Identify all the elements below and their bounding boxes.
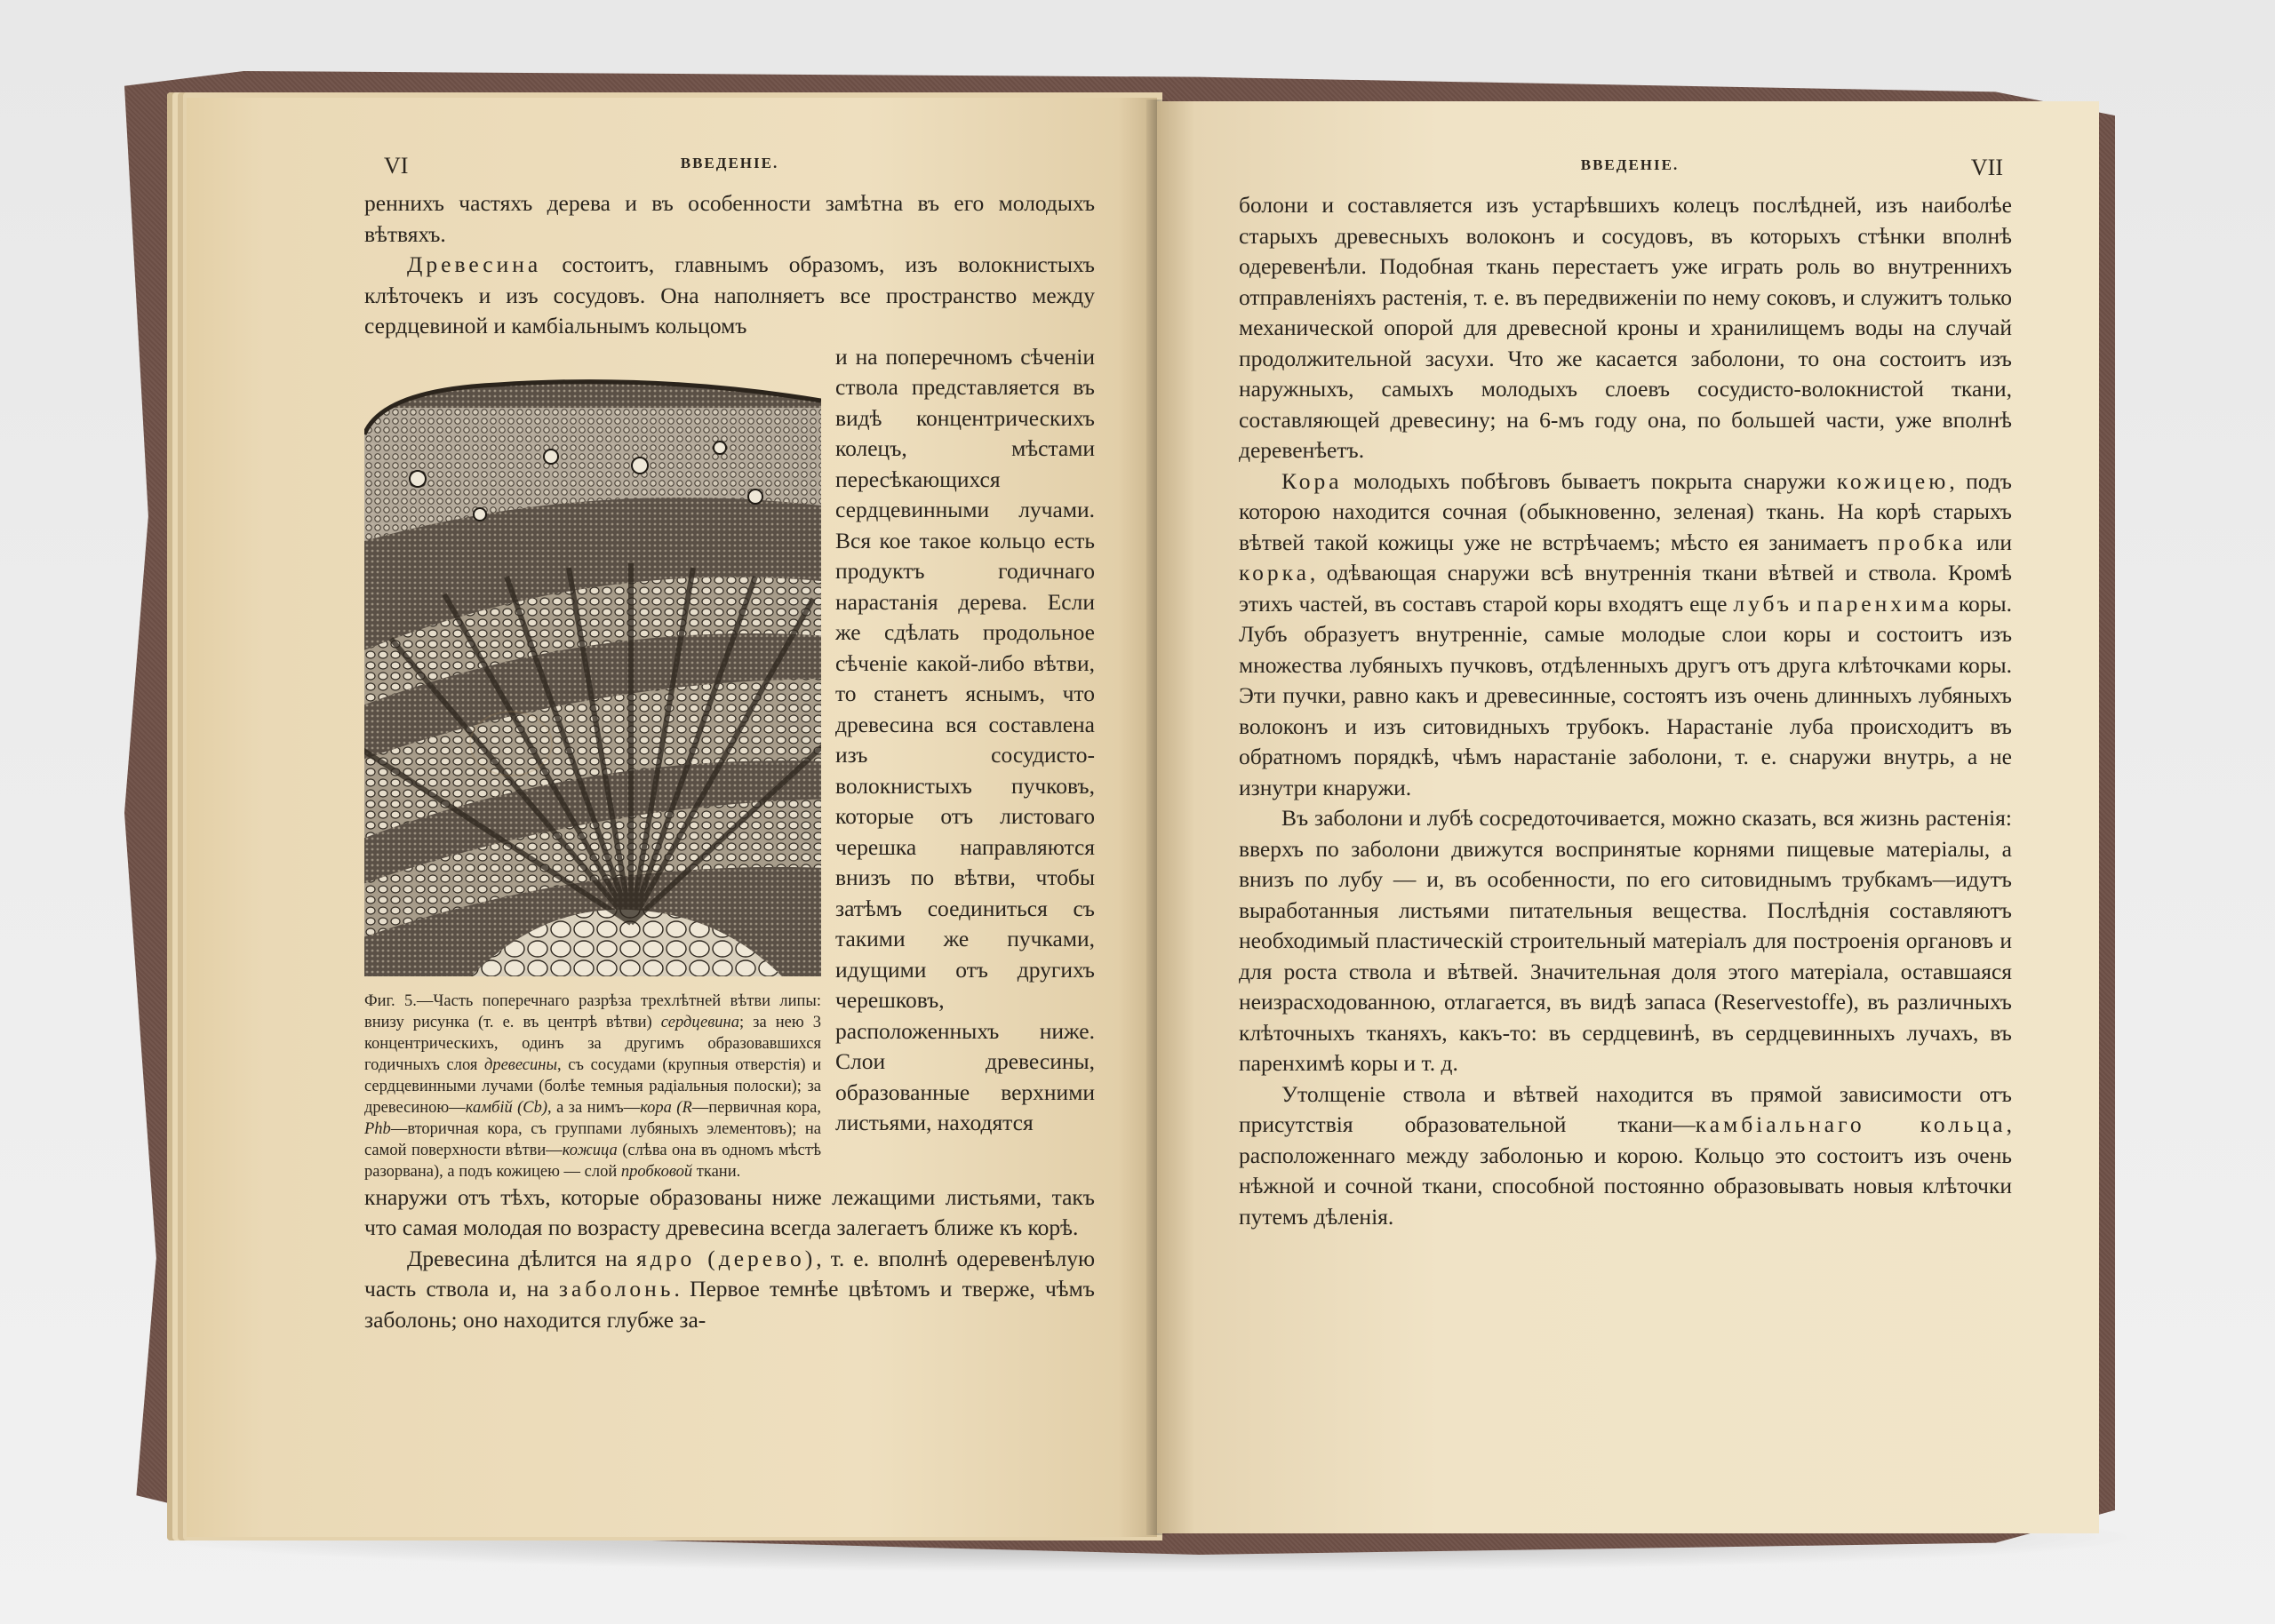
right-paragraph-4: Утолщеніе ствола и вѣтвей находится въ прямой зависимости отъ присутствія образовательной ткани—камбіальнаго кольца, расположеннаго между заболонью и корою. Кольцо это состоитъ изъ очень нѣжной и сочной ткани, способной постоянно образовывать новыя клѣточки путемъ дѣленія. xyxy=(1239,1080,2013,1230)
left-header-title: ВВЕДЕНІЕ. xyxy=(680,155,779,171)
figure-caption: Фиг. 5.—Часть поперечнаго разрѣза трехлѣтней вѣтви липы: внизу рисунка (т. е. въ центрѣ вѣтви) сердцевина; за нею 3 концентрическихъ, одинъ за другимъ образовавшихся годичныхъ слоя древесины, съ сосудами (крупныя отверстія) и сердцевинными лучами (болѣе темныя радіальныя полоски); за древесиною—камбій (Cb), а за нимъ—кора (R—первичная кора, Phb—вторичная кора, съ группами лубяныхъ элементовъ); на самой поверхности вѣтви—кожица (слѣва она въ одномъ мѣстѣ разорвана), а подъ кожицею — слой пробковой ткани. xyxy=(364,991,822,1181)
right-page-body xyxy=(1239,190,2012,1232)
left-paragraph-4: Древесина дѣлится на ядро (дерево), т. е. вполнѣ одеревенѣлую часть ствола и, на заболонь. Первое темнѣе цвѣтомъ и тверже, чѣмъ заболонь; оно находится глубже за- xyxy=(364,1245,1096,1333)
left-paragraph-3: кнаружи отъ тѣхъ, которые образованы ниже лежащими листьями, такъ что самая молодая по возрасту древесина всегда залегаетъ ближе къ корѣ. xyxy=(364,1183,1095,1240)
left-page-number: VI xyxy=(384,153,409,179)
figure-5 xyxy=(364,342,821,1182)
right-paragraph-2: Кора молодыхъ побѣговъ бываетъ покрыта снаружи кожицею, подъ которою находится сочная (обыкновенно, зеленая) ткань. На корѣ старыхъ вѣтвей такой кожицы уже не встрѣчаемъ; мѣсто ея занимаетъ пробка или корка, одѣвающая снаружи всѣ внутреннія ткани вѣтвей и ствола. Кромѣ этихъ частей, въ составъ старой коры входятъ еще лубъ и паренхима коры. Лубъ образуетъ внутренніе, самые молодые слои коры и состоитъ изъ множества лубяныхъ пучковъ, отдѣленныхъ другъ отъ друга клѣточками коры. Эти пучки, равно какъ и древесинные, состоятъ изъ очень длинныхъ лубяныхъ волоконъ и изъ ситовидныхъ трубокъ. Нарастаніе луба происходитъ въ обратномъ порядкѣ, чѣмъ нарастаніе заболони, т. е. снаружи внутрь, а не изнутри кнаружи. xyxy=(1239,467,2012,800)
right-paragraph-1: болони и составляется изъ устарѣвшихъ колецъ послѣдней, изъ наиболѣе старыхъ древесныхъ волоконъ и сосудовъ, въ которыхъ стѣнки вполнѣ одеревенѣли. Подобная ткань перестаетъ уже играть роль во внутреннихъ отправленіяхъ растенія, т. е. въ передвиженіи по нему соковъ, и служитъ только механической опорой для древесной кроны и хранилищемъ воды на случай продолжительной засухи. Что же касается заболони, то она состоитъ изъ наружныхъ, самыхъ молодыхъ слоевъ сосудисто-волокнистой ткани, составляющей древесину; на 6-мъ году она, по большей части, уже вполнѣ деревенѣетъ. xyxy=(1239,192,2012,463)
figure-side-column xyxy=(835,342,1095,1182)
right-running-head xyxy=(1239,155,2099,190)
right-page-number: VII xyxy=(1970,155,2003,180)
right-header-title: ВВЕДЕНІЕ. xyxy=(1580,156,1680,173)
left-running-head xyxy=(364,153,1095,188)
stem-cross-section-illustration xyxy=(364,372,821,976)
side-text: и на поперечномъ сѣченіи ствола представляется въ видѣ концентрическихъ колецъ, мѣстами пересѣкающихся сердцевинными лучами. Вся кое такое кольцо есть продуктъ годичнаго нарастанія дерева. Если же сдѣлать продольное сѣченіе какой-либо вѣтви, то станетъ яснымъ, что древесина вся составлена изъ сосудисто-волокнистыхъ пучковъ, которые отъ листоваго черешка направляются внизъ по вѣтви, чтобы затѣмъ соединиться съ такими же пучками, идущими отъ другихъ черешковъ, расположенныхъ ниже. Слои древесины, образованные верхними листьями, находятся xyxy=(835,343,1095,1135)
right-page xyxy=(1157,101,2099,1533)
left-page-body xyxy=(364,188,1095,1335)
page-stain xyxy=(469,711,553,776)
figure-row xyxy=(364,342,1095,1182)
right-paragraph-3: Въ заболони и лубѣ сосредоточивается, можно сказать, вся жизнь растенія: вверхъ по заболони движутся воспринятые корнями пищевые матеріалы, а внизъ по лубу — и, въ особенности, по его ситовиднымъ трубкамъ—идутъ выработанныя листьями питательныя вещества. Послѣднія составляютъ необходимый пластическій строительный матеріалъ для построенія органовъ и для роста ствола и вѣтвей. Значительная доля этого матеріала, оставшаяся неизрасходованною, отлагается, въ видѣ запаса (Reservestoffe), въ различныхъ клѣточныхъ тканяхъ, какъ-то: въ сердцевинѣ, въ сердцевинныхъ лучахъ, въ паренхимѣ коры и т. д. xyxy=(1239,805,2012,1076)
left-paragraph-1: реннихъ частяхъ дерева и въ особенности замѣтна въ его молодыхъ вѣтвяхъ. xyxy=(364,190,1095,247)
left-page xyxy=(187,98,1157,1537)
left-paragraph-2: Древесина состоитъ, главнымъ образомъ, изъ волокнистыхъ клѣточекъ и изъ сосудовъ. Она наполняетъ все пространство между сердцевиной и камбіальнымъ кольцомъ xyxy=(364,251,1095,338)
